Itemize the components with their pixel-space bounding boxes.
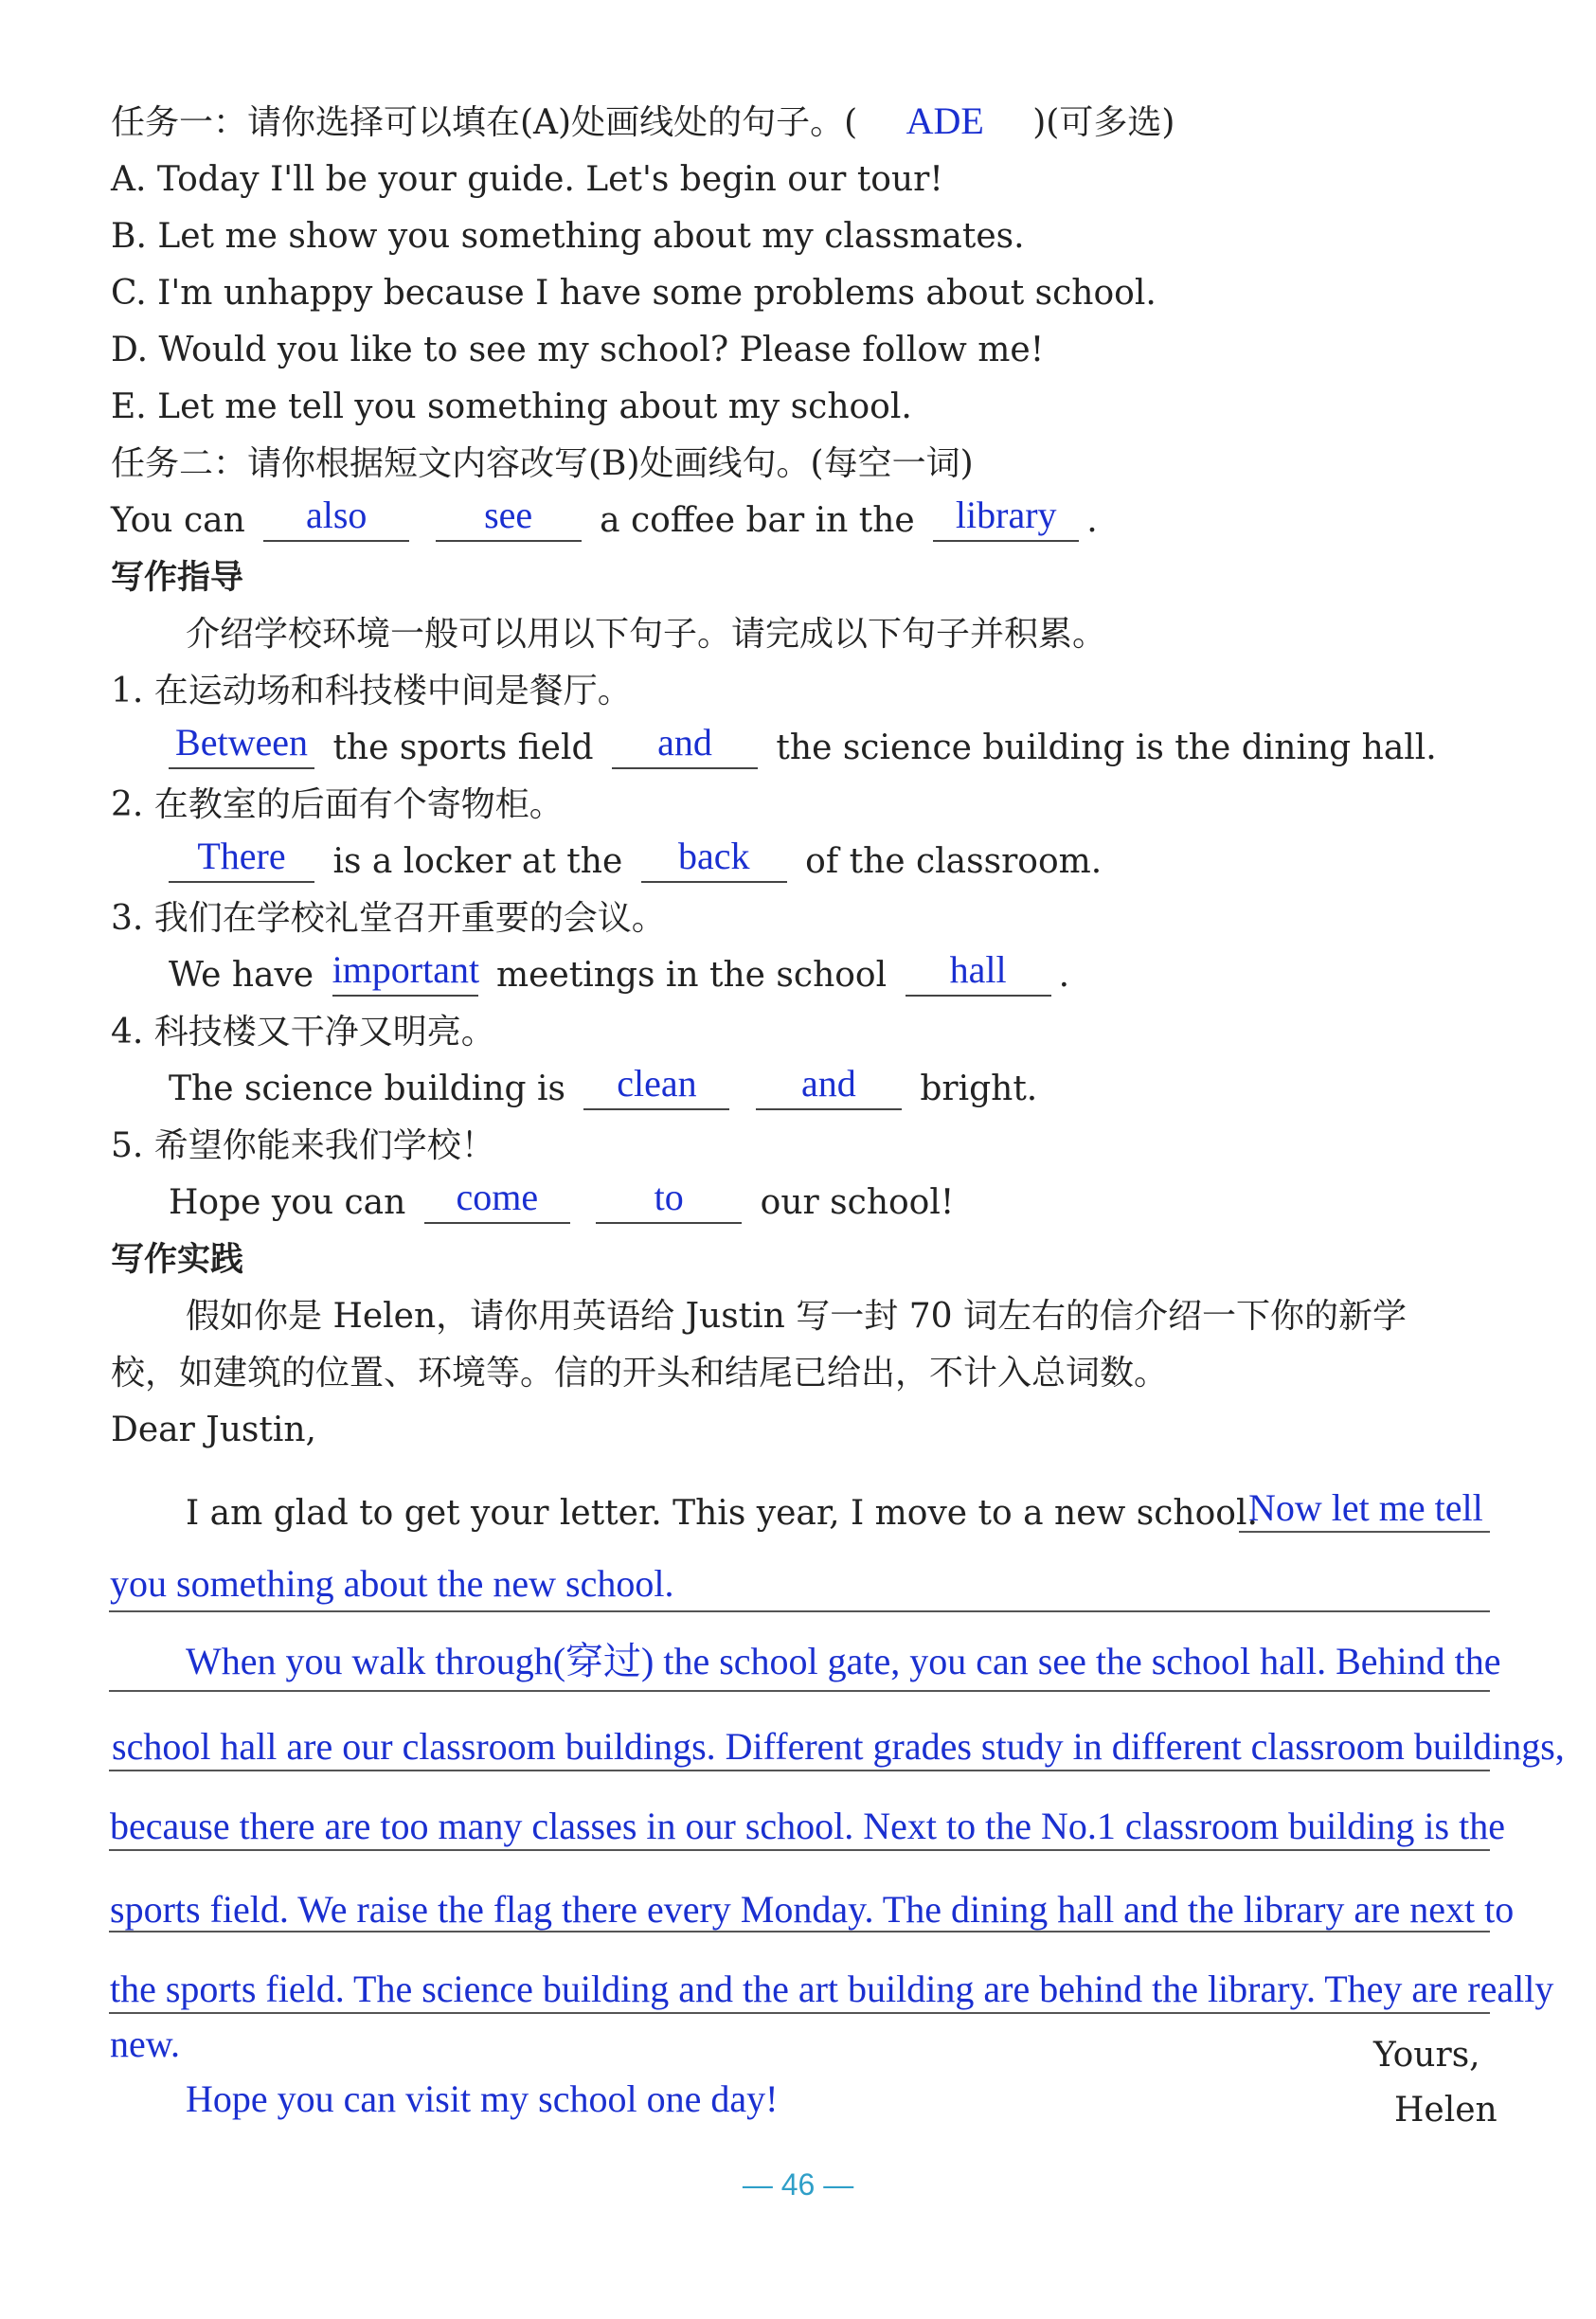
guide-item-1-en — [169, 721, 1437, 769]
task2-text-2: a coffee bar in the — [600, 501, 915, 540]
guide-4-answer-1: clean — [617, 1062, 697, 1105]
letter-signature: Helen — [1394, 2091, 1497, 2130]
letter-opening: I am glad to get your letter. This year, I move to a new school. — [186, 1494, 1258, 1533]
guide-3-text-1: meetings in the school — [496, 956, 888, 995]
essay-line-8: new. — [110, 2022, 181, 2065]
task2-text-3: . — [1086, 501, 1098, 540]
task2-answer-1: also — [305, 494, 368, 536]
answer-rule-3 — [109, 1690, 1490, 1692]
guide-3-answer-1: important — [332, 948, 480, 991]
option-d: D. Would you like to see my school? Please follow me! — [111, 331, 1045, 369]
guide-1-text-2: the science building is the dining hall. — [776, 728, 1437, 767]
task2-answer-2: see — [484, 494, 533, 536]
page-number: — 46 — — [742, 2167, 854, 2202]
answer-rule-1 — [1239, 1531, 1490, 1533]
practice-instruction-1: 假如你是 Helen，请你用英语给 Justin 写一封 70 词左右的信介绍一下你的新学 — [186, 1297, 1407, 1336]
essay-line-6: sports field. We raise the flag there every Monday. The dining hall and the library are next to — [110, 1888, 1515, 1931]
answer-rule-7 — [109, 2012, 1490, 2014]
guide-1-text-1: the sports field — [332, 728, 594, 767]
answer-rule-2 — [109, 1610, 1490, 1612]
task1-prompt-before: 任务一：请你选择可以填在(A)处画线处的句子。( — [111, 103, 858, 142]
task2-blank-2[interactable] — [436, 494, 582, 542]
task2-sentence — [111, 494, 1098, 542]
guide-4-blank-1[interactable] — [583, 1062, 729, 1110]
guide-3-text-0: We have — [169, 956, 314, 995]
task2-prompt: 任务二：请你根据短文内容改写(B)处画线句。(每空一词) — [111, 444, 974, 483]
guide-item-5-en — [169, 1176, 955, 1224]
essay-line-1: Now let me tell — [1248, 1486, 1483, 1529]
option-c: C. I'm unhappy because I have some problems about school. — [111, 274, 1157, 313]
letter-closing: Yours, — [1373, 2036, 1480, 2075]
option-a: A. Today I'll be your guide. Let's begin our tour! — [111, 160, 943, 199]
guide-heading: 写作指导 — [111, 559, 244, 597]
option-b: B. Let me show you something about my classmates. — [111, 217, 1025, 256]
guide-2-blank-1[interactable] — [169, 835, 314, 883]
essay-line-2: you something about the new school. — [110, 1562, 674, 1605]
task1-prompt — [111, 100, 1175, 144]
essay-line-4: school hall are our classroom buildings. Different grades study in different classroom buildings, — [112, 1725, 1565, 1768]
task1-prompt-after: )(可多选) — [1032, 103, 1175, 142]
answer-rule-5 — [109, 1849, 1490, 1851]
guide-item-4-en — [169, 1062, 1038, 1110]
essay-line-3: When you walk through(穿过) the school gate, you can see the school hall. Behind the — [186, 1640, 1501, 1682]
answer-rule-6 — [109, 1931, 1490, 1932]
guide-2-text-2: of the classroom. — [805, 842, 1103, 881]
guide-item-3-cn: 3. 我们在学校礼堂召开重要的会议。 — [111, 899, 666, 938]
task1-answer: ADE — [906, 99, 984, 142]
guide-3-text-2: . — [1058, 956, 1070, 995]
option-e: E. Let me tell you something about my school. — [111, 387, 912, 426]
guide-item-2-cn: 2. 在教室的后面有个寄物柜。 — [111, 785, 564, 824]
guide-item-4-cn: 4. 科技楼又干净又明亮。 — [111, 1013, 495, 1052]
guide-5-blank-1[interactable] — [424, 1176, 570, 1224]
guide-intro: 介绍学校环境一般可以用以下句子。请完成以下句子并积累。 — [186, 615, 1107, 654]
guide-1-answer-1: Between — [175, 721, 308, 764]
essay-line-5: because there are too many classes in our school. Next to the No.1 classroom building is the — [110, 1805, 1505, 1847]
guide-2-answer-2: back — [677, 835, 750, 877]
answer-rule-4 — [109, 1770, 1490, 1771]
task2-blank-1[interactable] — [263, 494, 409, 542]
guide-4-text-2: bright. — [920, 1070, 1038, 1108]
guide-item-3-en — [169, 948, 1070, 997]
guide-item-2-en — [169, 835, 1103, 883]
guide-item-1-cn: 1. 在运动场和科技楼中间是餐厅。 — [111, 672, 632, 710]
guide-2-blank-2[interactable] — [641, 835, 787, 883]
guide-1-blank-1[interactable] — [169, 721, 314, 769]
guide-4-blank-2[interactable] — [756, 1062, 902, 1110]
guide-4-text-0: The science building is — [169, 1070, 565, 1108]
guide-5-text-2: our school! — [760, 1183, 955, 1222]
guide-4-answer-2: and — [801, 1062, 856, 1105]
guide-3-answer-2: hall — [949, 948, 1007, 991]
guide-3-blank-2[interactable] — [906, 948, 1051, 997]
essay-line-9: Hope you can visit my school one day! — [186, 2077, 779, 2120]
letter-greeting: Dear Justin, — [111, 1411, 316, 1449]
guide-1-blank-2[interactable] — [612, 721, 758, 769]
guide-5-answer-1: come — [456, 1176, 539, 1218]
guide-2-text-1: is a locker at the — [332, 842, 623, 881]
essay-line-7: the sports field. The science building and the art building are behind the library. They are really — [110, 1968, 1554, 2010]
guide-1-answer-2: and — [657, 721, 712, 764]
practice-heading: 写作实践 — [111, 1241, 244, 1279]
task2-blank-3[interactable] — [933, 494, 1079, 542]
guide-5-answer-2: to — [654, 1176, 684, 1218]
task2-answer-3: library — [955, 494, 1057, 536]
guide-5-text-0: Hope you can — [169, 1183, 406, 1222]
guide-5-blank-2[interactable] — [596, 1176, 742, 1224]
guide-3-blank-1[interactable] — [332, 948, 480, 997]
practice-instruction-2: 校，如建筑的位置、环境等。信的开头和结尾已给出，不计入总词数。 — [111, 1354, 1169, 1393]
task2-text-1: You can — [111, 501, 245, 540]
guide-item-5-cn: 5. 希望你能来我们学校！ — [111, 1126, 495, 1165]
guide-2-answer-1: There — [197, 835, 286, 877]
